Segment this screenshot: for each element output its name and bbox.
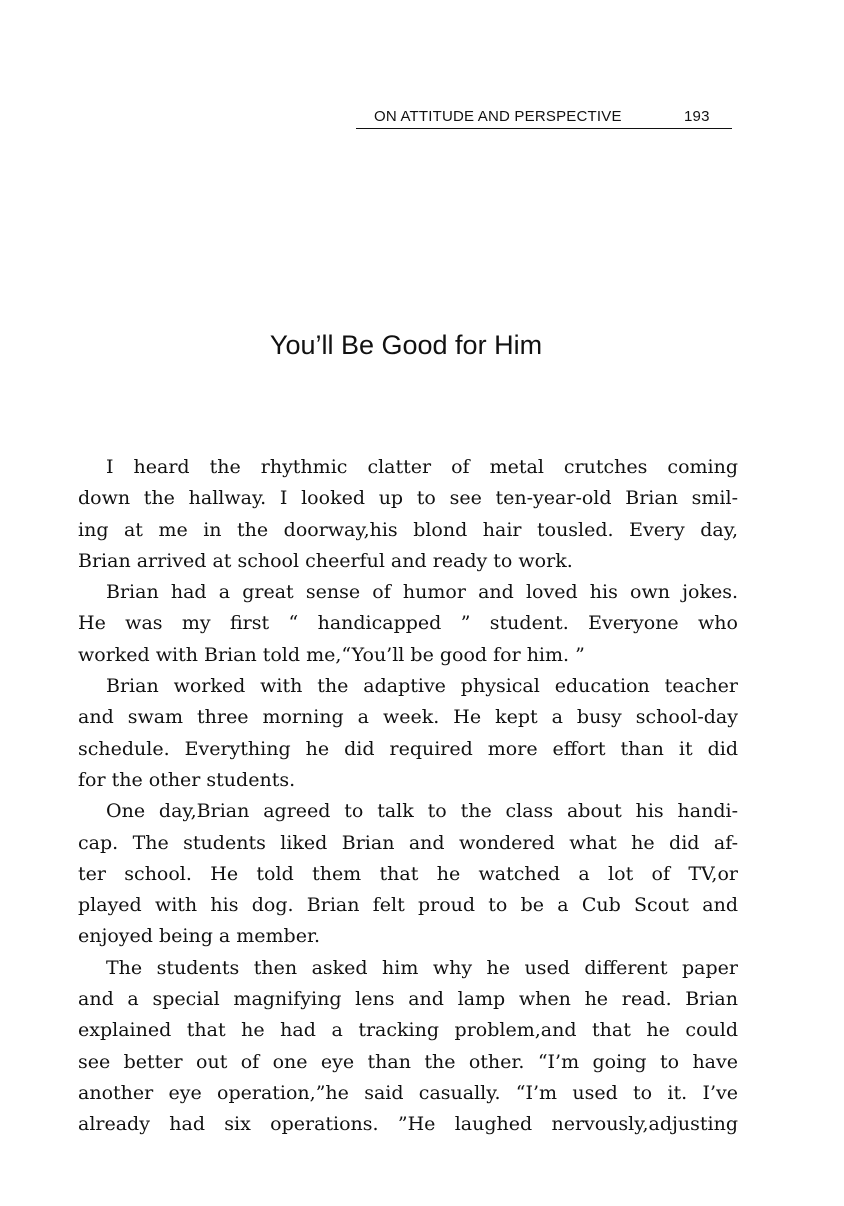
paragraph — [78, 953, 738, 1141]
text-line: enjoyed being a member. — [78, 925, 320, 948]
text-line: and swam three morning a week. He kept a busy school-day — [78, 706, 738, 729]
running-head — [356, 106, 732, 129]
running-head-section: ON ATTITUDE AND PERSPECTIVE — [374, 108, 622, 125]
paragraph — [78, 671, 738, 796]
text-line: see better out of one eye than the other. “I’m going to have — [78, 1050, 738, 1073]
text-line: already had six operations. ”He laughed nervously,adjusting — [78, 1113, 738, 1136]
text-line: for the other students. — [78, 768, 296, 791]
body-text — [78, 452, 738, 1141]
chapter-title: You’ll Be Good for Him — [269, 330, 543, 360]
text-line: explained that he had a tracking problem,and that he could — [78, 1019, 738, 1042]
paragraph — [78, 796, 738, 952]
text-line: down the hallway. I looked up to see ten-year-old Brian smil- — [78, 487, 738, 510]
text-line: One day,Brian agreed to talk to the class about his handi- — [106, 800, 738, 823]
text-line: cap. The students liked Brian and wondered what he did af- — [78, 831, 738, 854]
text-line: another eye operation,”he said casually. “I’m used to it. I’ve — [78, 1081, 738, 1104]
paragraph — [78, 577, 738, 671]
page-number: 193 — [684, 108, 710, 125]
text-line: I heard the rhythmic clatter of metal crutches coming — [106, 456, 738, 478]
text-line: Brian had a great sense of humor and loved his own jokes. — [106, 581, 738, 604]
text-line: ing at me in the doorway,his blond hair tousled. Every day, — [78, 518, 738, 541]
text-line: schedule. Everything he did required more effort than it did — [78, 737, 738, 760]
text-line: ter school. He told them that he watched a lot of TV,or — [78, 862, 738, 885]
text-line: The students then asked him why he used different paper — [106, 956, 738, 979]
text-line: played with his dog. Brian felt proud to be a Cub Scout and — [78, 894, 738, 917]
text-line: and a special magnifying lens and lamp when he read. Brian — [78, 988, 738, 1011]
text-line: He was my first “ handicapped ” student. Everyone who — [78, 612, 738, 635]
text-line: Brian worked with the adaptive physical education teacher — [106, 675, 738, 698]
paragraph — [78, 452, 738, 577]
text-line: worked with Brian told me,“You’ll be good for him. ” — [78, 643, 585, 666]
text-line: Brian arrived at school cheerful and ready to work. — [78, 549, 573, 572]
